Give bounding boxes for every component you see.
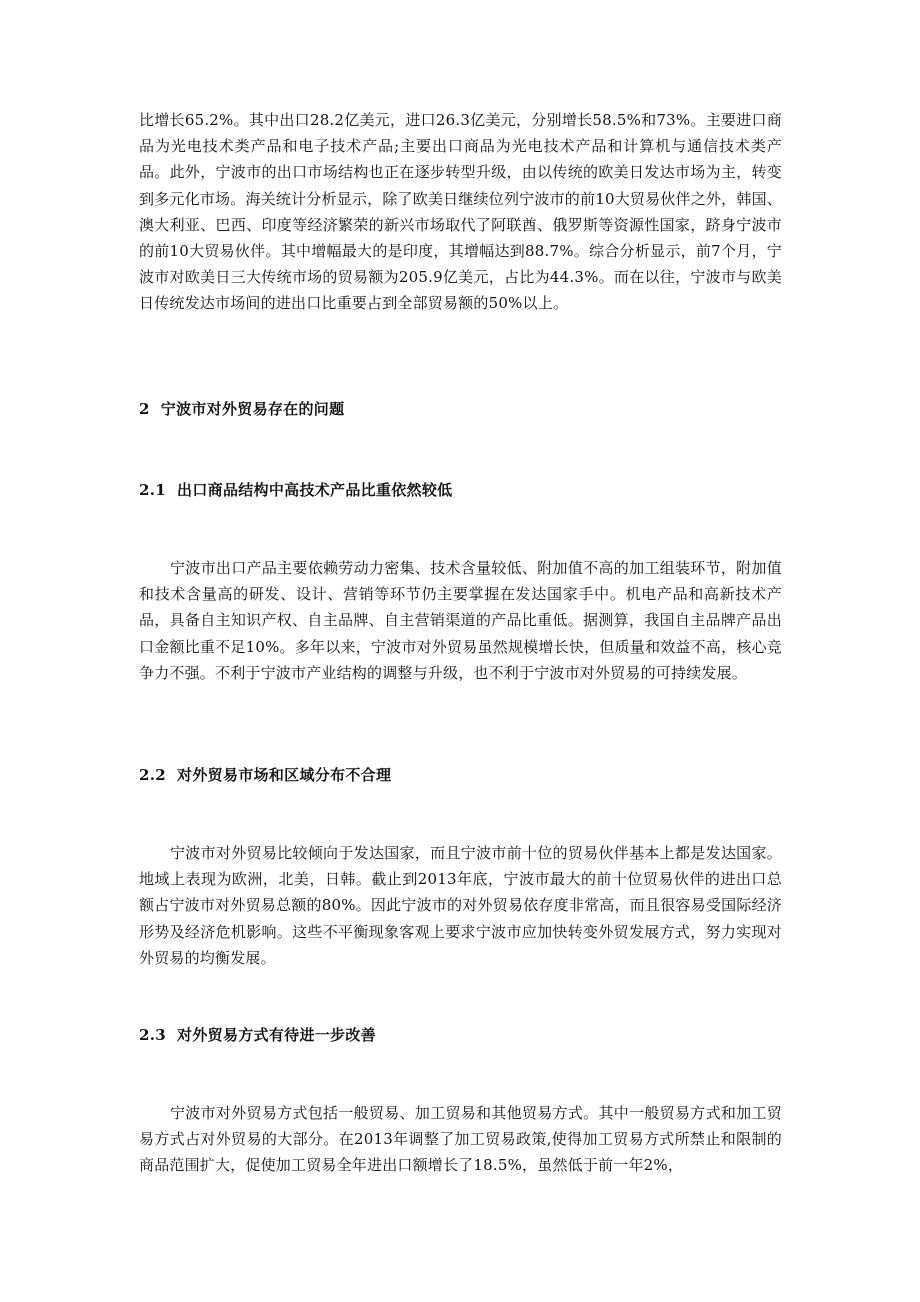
body-paragraph: 宁波市出口产品主要依赖劳动力密集、技术含量较低、附加值不高的加工组装环节，附加值和技术含量高的研发、设计、营销等环节仍主要掌握在发达国家手中。机电产品和高新技术产品，具备自主知识产权、自主品牌、自主营销渠道的产品比重低。据测算，我国自主品牌产品出口金额比重不足10%。多年以来，宁波市对外贸易虽然规模增长快，但质量和效益不高，核心竞争力不强。不利于宁波市产业结构的调整与升级，也不利于宁波市对外贸易的可持续发展。: [139, 559, 782, 682]
subsection-heading-2-2: 2.2 对外贸易市场和区域分布不合理: [139, 766, 392, 784]
subsection-heading-2-1: 2.1 出口商品结构中高技术产品比重依然较低: [139, 481, 453, 499]
section-heading-2: 2 宁波市对外贸易存在的问题: [139, 400, 345, 418]
body-paragraph: 宁波市对外贸易方式包括一般贸易、加工贸易和其他贸易方式。其中一般贸易方式和加工贸易方式占对外贸易的大部分。在2013年调整了加工贸易政策,使得加工贸易方式所禁止和限制的商品范围扩大，促使加工贸易全年进出口额增长了18.5%，虽然低于前一年2%，: [139, 1104, 782, 1175]
subsection-heading-2-3: 2.3 对外贸易方式有待进一步改善: [139, 1026, 376, 1044]
body-paragraph: 比增长65.2%。其中出口28.2亿美元，进口26.3亿美元，分别增长58.5%和73%。主要进口商品为光电技术类产品和电子技术产品;主要出口商品为光电技术产品和计算机与通信技术类产品。此外，宁波市的出口市场结构也正在逐步转型升级，由以传统的欧美日发达市场为主，转变到多元化市场。海关统计分析显示，除了欧美日继续位列宁波市的前10大贸易伙伴之外，韩国、澳大利亚、巴西、印度等经济繁荣的新兴市场取代了阿联酋、俄罗斯等资源性国家，跻身宁波市的前10大贸易伙伴。其中增幅最大的是印度，其增幅达到88.7%。综合分析显示，前7个月，宁波市对欧美日三大传统市场的贸易额为205.9亿美元，占比为44.3%。而在以往，宁波市与欧美日传统发达市场间的进出口比重要占到全部贸易额的50%以上。: [139, 111, 782, 313]
body-paragraph: 宁波市对外贸易比较倾向于发达国家，而且宁波市前十位的贸易伙伴基本上都是发达国家。地域上表现为欧洲，北美，日韩。截止到2013年底，宁波市最大的前十位贸易伙伴的进出口总额占宁波市对外贸易总额的80%。因此宁波市的对外贸易依存度非常高，而且很容易受国际经济形势及经济危机影响。这些不平衡现象客观上要求宁波市应加快转变外贸发展方式，努力实现对外贸易的均衡发展。: [139, 844, 782, 967]
